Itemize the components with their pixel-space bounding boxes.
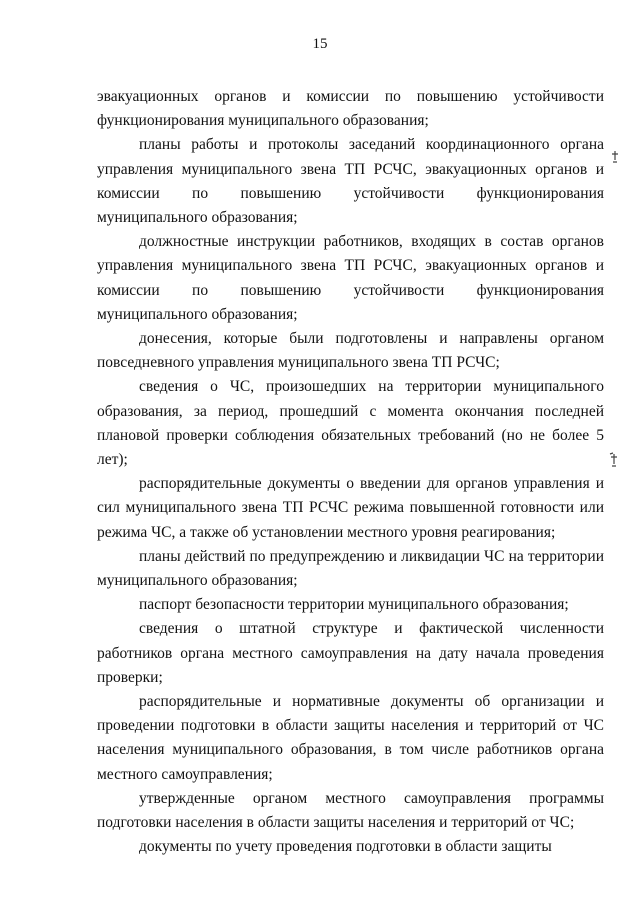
paragraph: распорядительные и нормативные документы об организации и проведении подготовки в области защиты населения и территорий от ЧС населения муниципального образования, в том числе работников органа местного самоуправления; — [97, 693, 604, 783]
paragraph: документы по учету проведения подготовки в области защиты — [139, 838, 552, 856]
paragraph: эвакуационных органов и комиссии по повышению устойчивости функционирования муниципального образования; — [97, 88, 604, 130]
margin-mark-icon — [609, 452, 619, 472]
paragraph: сведения о штатной структуре и фактической численности работников органа местного самоуправления на дату начала проведения проверки; — [97, 620, 604, 686]
paragraph: донесения, которые были подготовлены и направлены органом повседневного управления муниципального звена ТП РСЧС; — [97, 330, 604, 372]
paragraph: планы работы и протоколы заседаний координационного органа управления муниципального звена ТП РСЧС, эвакуационных органов и комиссии по повышению устойчивости функционирования муниципального образования; — [97, 136, 604, 227]
paragraph: сведения о ЧС, произошедших на территории муниципального образования, за период, прошедший с момента окончания последней плановой проверки соблюдения обязательных требований (но не более 5 лет); — [97, 378, 604, 469]
body-text — [97, 85, 604, 860]
paragraph: должностные инструкции работников, входящих в состав органов управления муниципального звена ТП РСЧС, эвакуационных органов и комиссии по повышению устойчивости функционирования муниципального образования; — [97, 233, 604, 323]
margin-mark-icon — [610, 150, 620, 168]
page-number: 15 — [312, 36, 328, 52]
paragraph: планы действий по предупреждению и ликвидации ЧС на территории муниципального образования; — [97, 547, 604, 590]
paragraph: паспорт безопасности территории муниципального образования; — [139, 596, 569, 614]
paragraph: утвержденные органом местного самоуправления программы подготовки населения в области защиты населения и территорий от ЧС; — [97, 789, 604, 832]
paragraph: распорядительные документы о введении для органов управления и сил муниципального звена ТП РСЧС режима повышенной готовности или режима ЧС, а также об установлении местного уровня реагирования; — [97, 475, 604, 541]
